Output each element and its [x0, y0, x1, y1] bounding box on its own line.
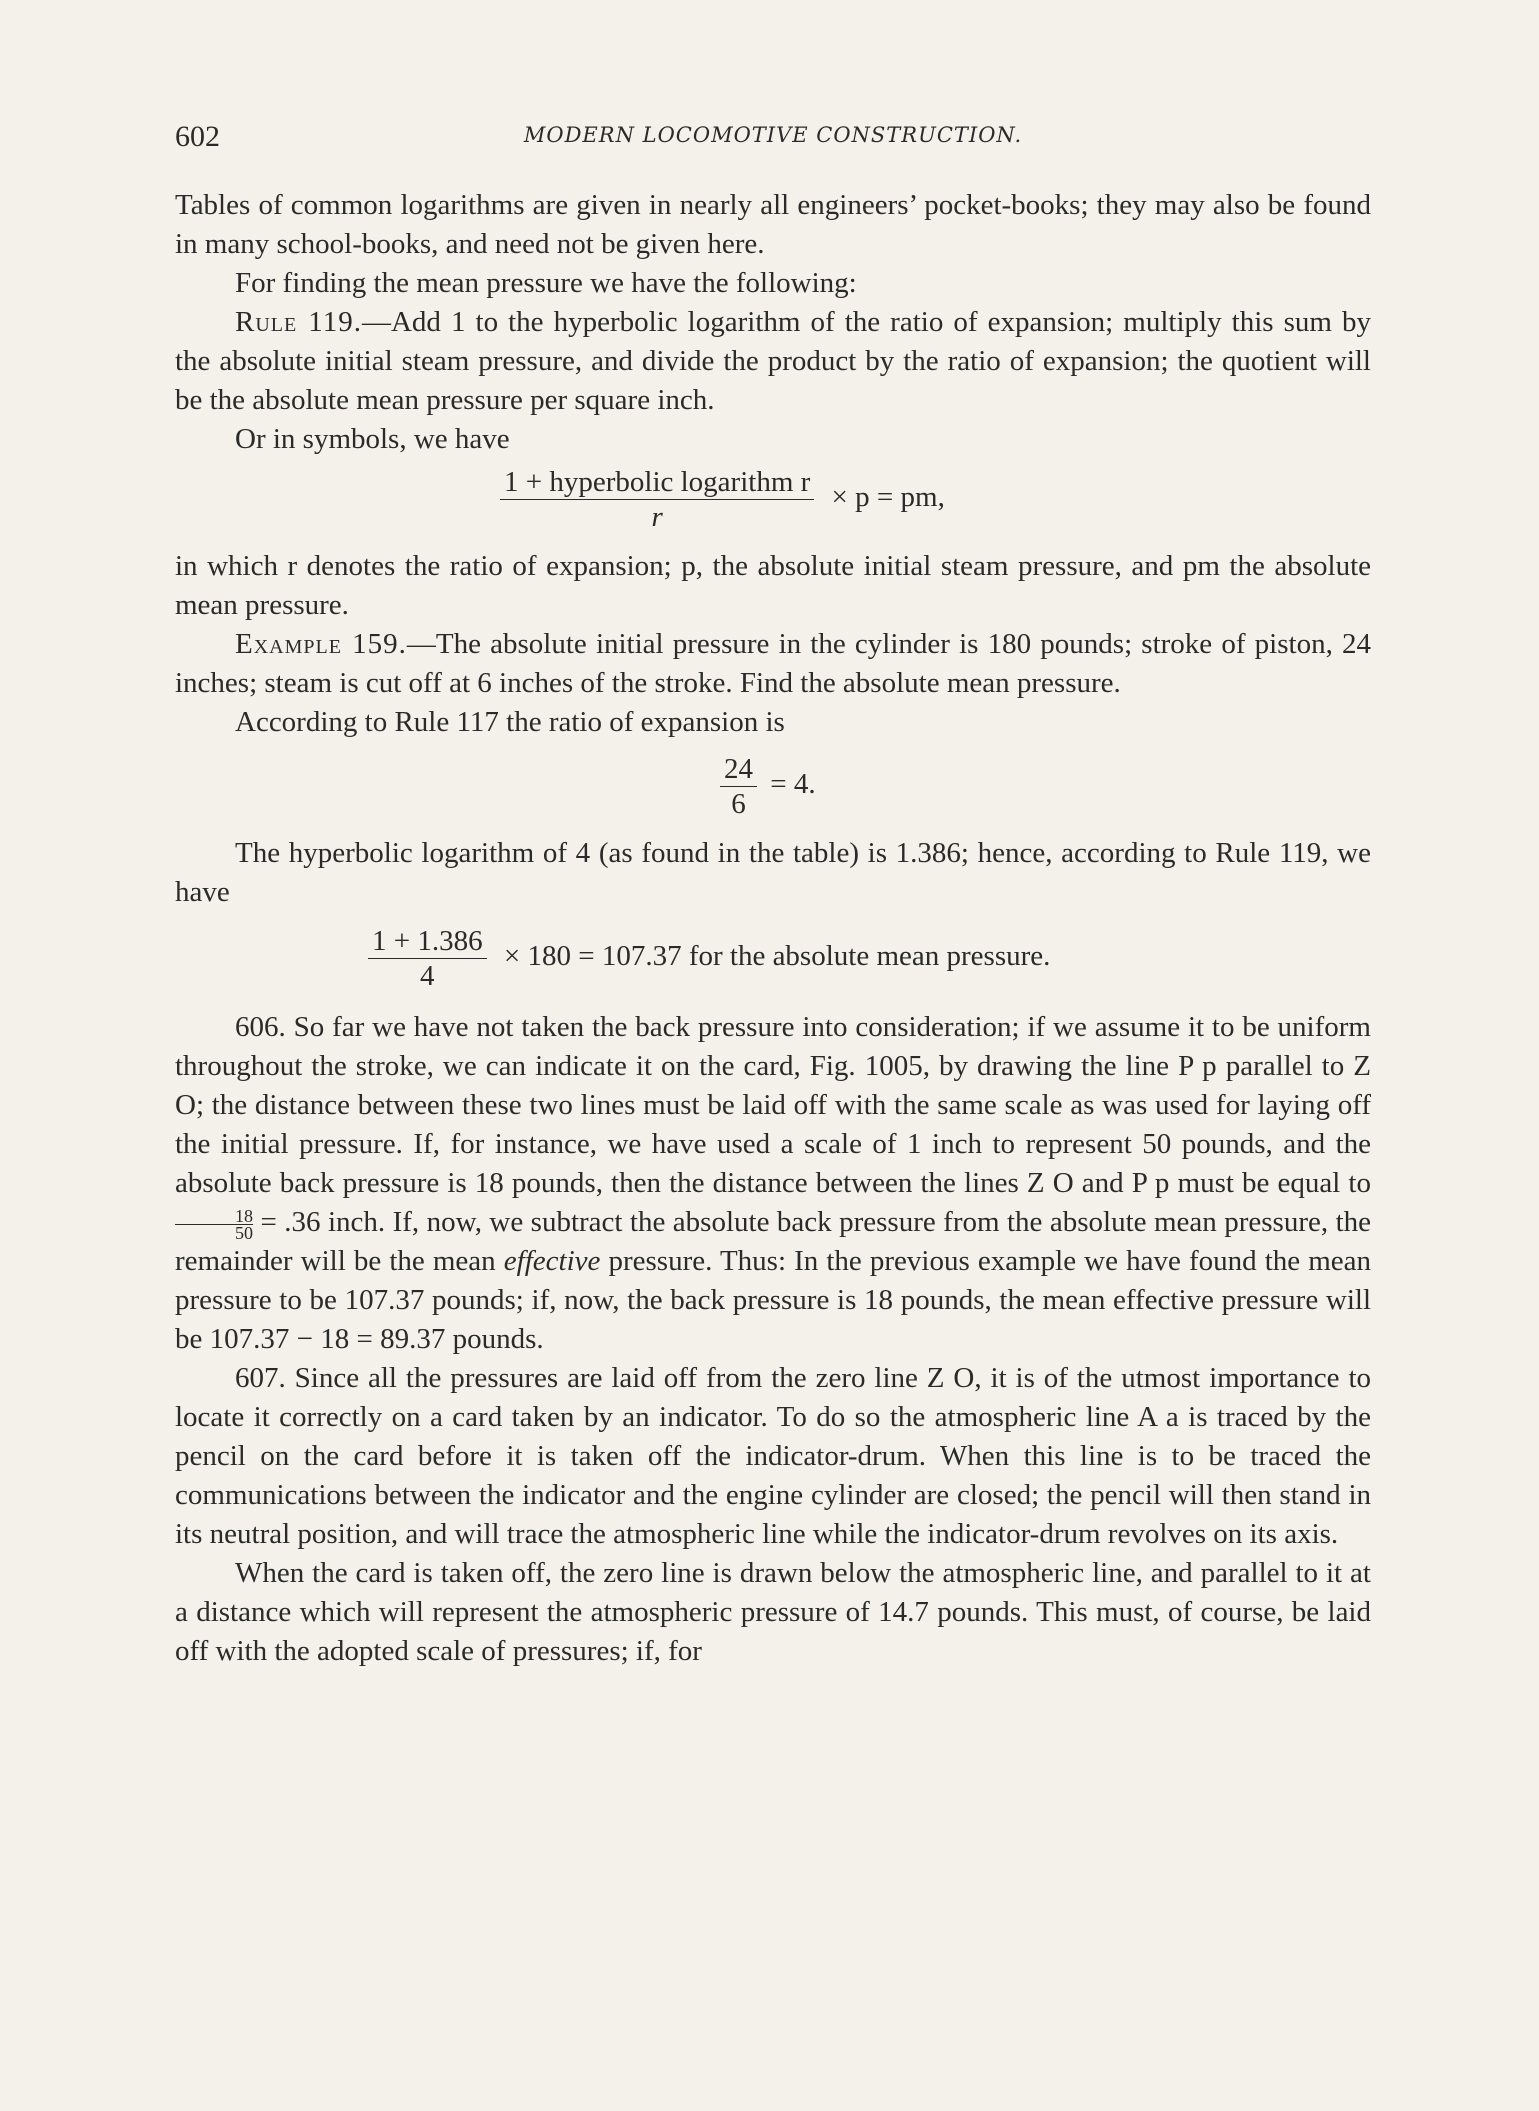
paragraph: The hyperbolic logarithm of 4 (as found in the table) is 1.386; hence, according to Rule 119, we have [175, 837, 1371, 908]
paragraph: Or in symbols, we have [235, 423, 510, 455]
rule-119 [175, 303, 1371, 420]
page-header [175, 120, 1371, 160]
formula-rest: × p = pm, [831, 481, 945, 514]
inline-fraction: $\frac{18}{50}$ [175, 1208, 253, 1241]
paragraph: According to Rule 117 the ratio of expansion is [235, 706, 785, 738]
formula-mean-pressure [175, 459, 1371, 547]
formula-ratio [175, 742, 1371, 834]
example-159 [175, 625, 1371, 703]
paragraph: Tables of common logarithms are given in nearly all engineers’ pocket-books; they may also be found in many school-books, and need not be given here. [175, 189, 1371, 260]
formula-denominator: 6 [731, 788, 746, 820]
paragraph: For finding the mean pressure we have the following: [235, 267, 857, 299]
body-text [175, 186, 1371, 1671]
example-text: —The absolute initial pressure in the cylinder is 180 pounds; stroke of piston, 24 inches; steam is cut off at 6 inches of the stroke. Find the absolute mean pressure. [175, 628, 1371, 699]
formula-calculation [175, 912, 1371, 1008]
formula-numerator: 24 [720, 752, 757, 787]
formula-denominator: r [651, 501, 663, 533]
running-title: MODERN LOCOMOTIVE CONSTRUCTION. [523, 123, 1023, 147]
paragraph: When the card is taken off, the zero line is drawn below the atmospheric line, and parallel to it at a distance which will represent the atmospheric pressure of 14.7 pounds. This must, of course, be laid off with the adopted scale of pressures; if, for [175, 1557, 1371, 1667]
paragraph: in which r denotes the ratio of expansion; p, the absolute initial steam pressure, and pm the absolute mean pressure. [175, 550, 1371, 621]
formula-numerator: 1 + hyperbolic logarithm r [500, 465, 814, 500]
page-number: 602 [175, 120, 220, 153]
formula-numerator: 1 + 1.386 [368, 924, 487, 959]
formula-denominator: 4 [420, 960, 435, 992]
formula-rest: = 4. [770, 768, 816, 801]
formula-rest: × 180 = 107.37 for the absolute mean pressure. [503, 940, 1051, 973]
rule-text: —Add 1 to the hyperbolic logarithm of the ratio of expansion; multiply this sum by the absolute initial steam pressure, and divide the product by the ratio of expansion; the quotient will be the absolute mean pressure per square inch. [175, 306, 1371, 416]
rule-label: Rule 119. [235, 306, 362, 338]
paragraph-606: 606. So far we have not taken the back pressure into consideration; if we assume it to be uniform throughout the stroke, we can indicate it on the card, Fig. 1005, by drawing the line P p parallel to Z O; the distance between these two lines must be laid off with the same scale as was used for laying off the initial pressure. If, for instance, we have used a scale of 1 inch to represent 50 pounds, and the absolute back pressure is 18 pounds, then the distance between the lines Z O and P p must be equal to $\frac{18}{50}$ = .36 inch. If, now, we subtract the absolute back pressure from the absolute mean pressure, the remainder will be the mean effective pressure. Thus: In the previous example we have found the mean pressure to be 107.37 pounds; if, now, the back pressure is 18 pounds, the mean effective pressure will be 107.37 − 18 = 89.37 pounds. [175, 1011, 1372, 1355]
example-label: Example 159. [235, 628, 407, 660]
paragraph-607: 607. Since all the pressures are laid off from the zero line Z O, it is of the utmost importance to locate it correctly on a card taken by an indicator. To do so the atmospheric line A a is traced by the pencil on the card before it is taken off the indicator-drum. When this line is to be traced the communications between the indicator and the engine cylinder are closed; the pencil will then stand in its neutral position, and will trace the atmospheric line while the indicator-drum revolves on its axis. [175, 1362, 1371, 1550]
